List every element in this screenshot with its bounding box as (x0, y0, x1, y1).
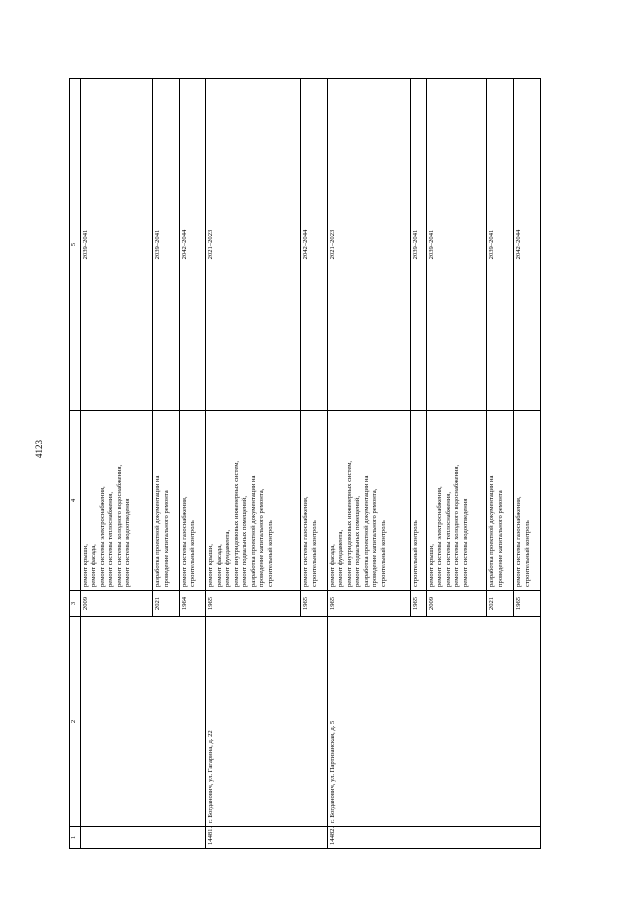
work-item: ремонт крыши, (207, 544, 215, 587)
row-number-cell: 14481. (206, 827, 327, 849)
year-cell: 2021 (153, 591, 180, 617)
period-cell: 2042–2044 (301, 79, 328, 411)
year-cell: 2009 (81, 591, 153, 617)
work-item: строительный контроль (523, 520, 531, 587)
header-cell: 2 (70, 617, 81, 827)
work-item: ремонт системы электроснабжения, (436, 486, 444, 587)
period-cell: 2039–2041 (153, 79, 180, 411)
period-cell: 2021–2023 (206, 79, 301, 411)
work-item: ремонт внутридомовых инженерных систем, (345, 460, 353, 587)
work-item: ремонт внутридомовых инженерных систем, (232, 460, 240, 587)
work-item: ремонт системы холодного водоснабжения, (453, 464, 461, 587)
work-item: разработка проектной документации на (154, 475, 162, 587)
work-item: строительный контроль (412, 520, 420, 587)
work-item: ремонт крыши, (82, 544, 89, 587)
header-cell: 3 (70, 591, 81, 617)
work-item: строительный контроль (379, 520, 387, 587)
work-item: ремонт системы водоотведения (461, 498, 469, 587)
work-item: проведение капитального ремонта, (258, 488, 266, 587)
work-item: ремонт системы газоснабжения, (180, 496, 188, 587)
header-cell: 4 (70, 411, 81, 591)
work-item: ремонт крыши, (427, 544, 435, 587)
work-item: ремонт подвальных помещений, (241, 496, 249, 587)
work-item: строительный контроль (266, 520, 274, 587)
work-item: проведение капитального ремонта, (371, 488, 379, 587)
work-item: ремонт подвальных помещений, (354, 496, 362, 587)
work-item: ремонт фундамента, (337, 529, 345, 587)
page-number: 4123 (34, 440, 44, 458)
year-cell: 2021 (487, 591, 514, 617)
work-item: проведение капитального ремонта (162, 490, 170, 587)
year-cell: 1965 (514, 591, 541, 617)
work-item: разработка проектной документации на (249, 475, 257, 587)
year-cell: 1965 (301, 591, 328, 617)
period-cell: 2021–2023 (327, 79, 410, 411)
work-item: ремонт системы теплоснабжения, (107, 492, 115, 587)
address-cell: г. Богданович, ул. Партизанская, д. 5 (327, 617, 540, 827)
year-cell: 1965 (411, 591, 426, 617)
work-item: ремонт системы газоснабжения, (302, 496, 310, 587)
work-item: ремонт системы холодного водоснабжения, (115, 464, 123, 587)
header-cell: 5 (70, 79, 81, 411)
work-item: ремонт фундамента, (224, 529, 232, 587)
work-item: проведение капитального ремонта (496, 490, 504, 587)
period-cell: 2039–2041 (487, 79, 514, 411)
year-cell: 2009 (426, 591, 487, 617)
period-cell: 2039–2041 (81, 79, 153, 411)
row-number-cell: 14482. (327, 827, 540, 849)
year-cell: 1964 (179, 591, 206, 617)
table-frame (69, 78, 541, 849)
work-item: ремонт системы электроснабжения, (98, 486, 106, 587)
work-item: строительный контроль (310, 520, 318, 587)
work-item: ремонт фасада, (90, 544, 98, 587)
work-item: разработка проектной документации на (488, 475, 496, 587)
period-cell: 2039–2041 (411, 79, 426, 411)
period-cell: 2042–2044 (514, 79, 541, 411)
work-item: ремонт системы теплоснабжения, (444, 492, 452, 587)
work-item: разработка проектной документации на (362, 475, 370, 587)
work-item: ремонт системы газоснабжения, (515, 496, 523, 587)
year-cell: 1965 (206, 591, 301, 617)
year-cell: 1965 (327, 591, 410, 617)
work-item: ремонт фасада, (328, 544, 336, 587)
work-item: ремонт системы водоотведения (124, 498, 132, 587)
period-cell: 2042–2044 (179, 79, 206, 411)
address-cell: г. Богданович, ул. Гагарина, д. 22 (206, 617, 327, 827)
work-item: ремонт фасада, (215, 544, 223, 587)
header-cell: 1 (70, 827, 81, 849)
work-item: строительный контроль (189, 520, 197, 587)
period-cell: 2039–2041 (426, 79, 487, 411)
